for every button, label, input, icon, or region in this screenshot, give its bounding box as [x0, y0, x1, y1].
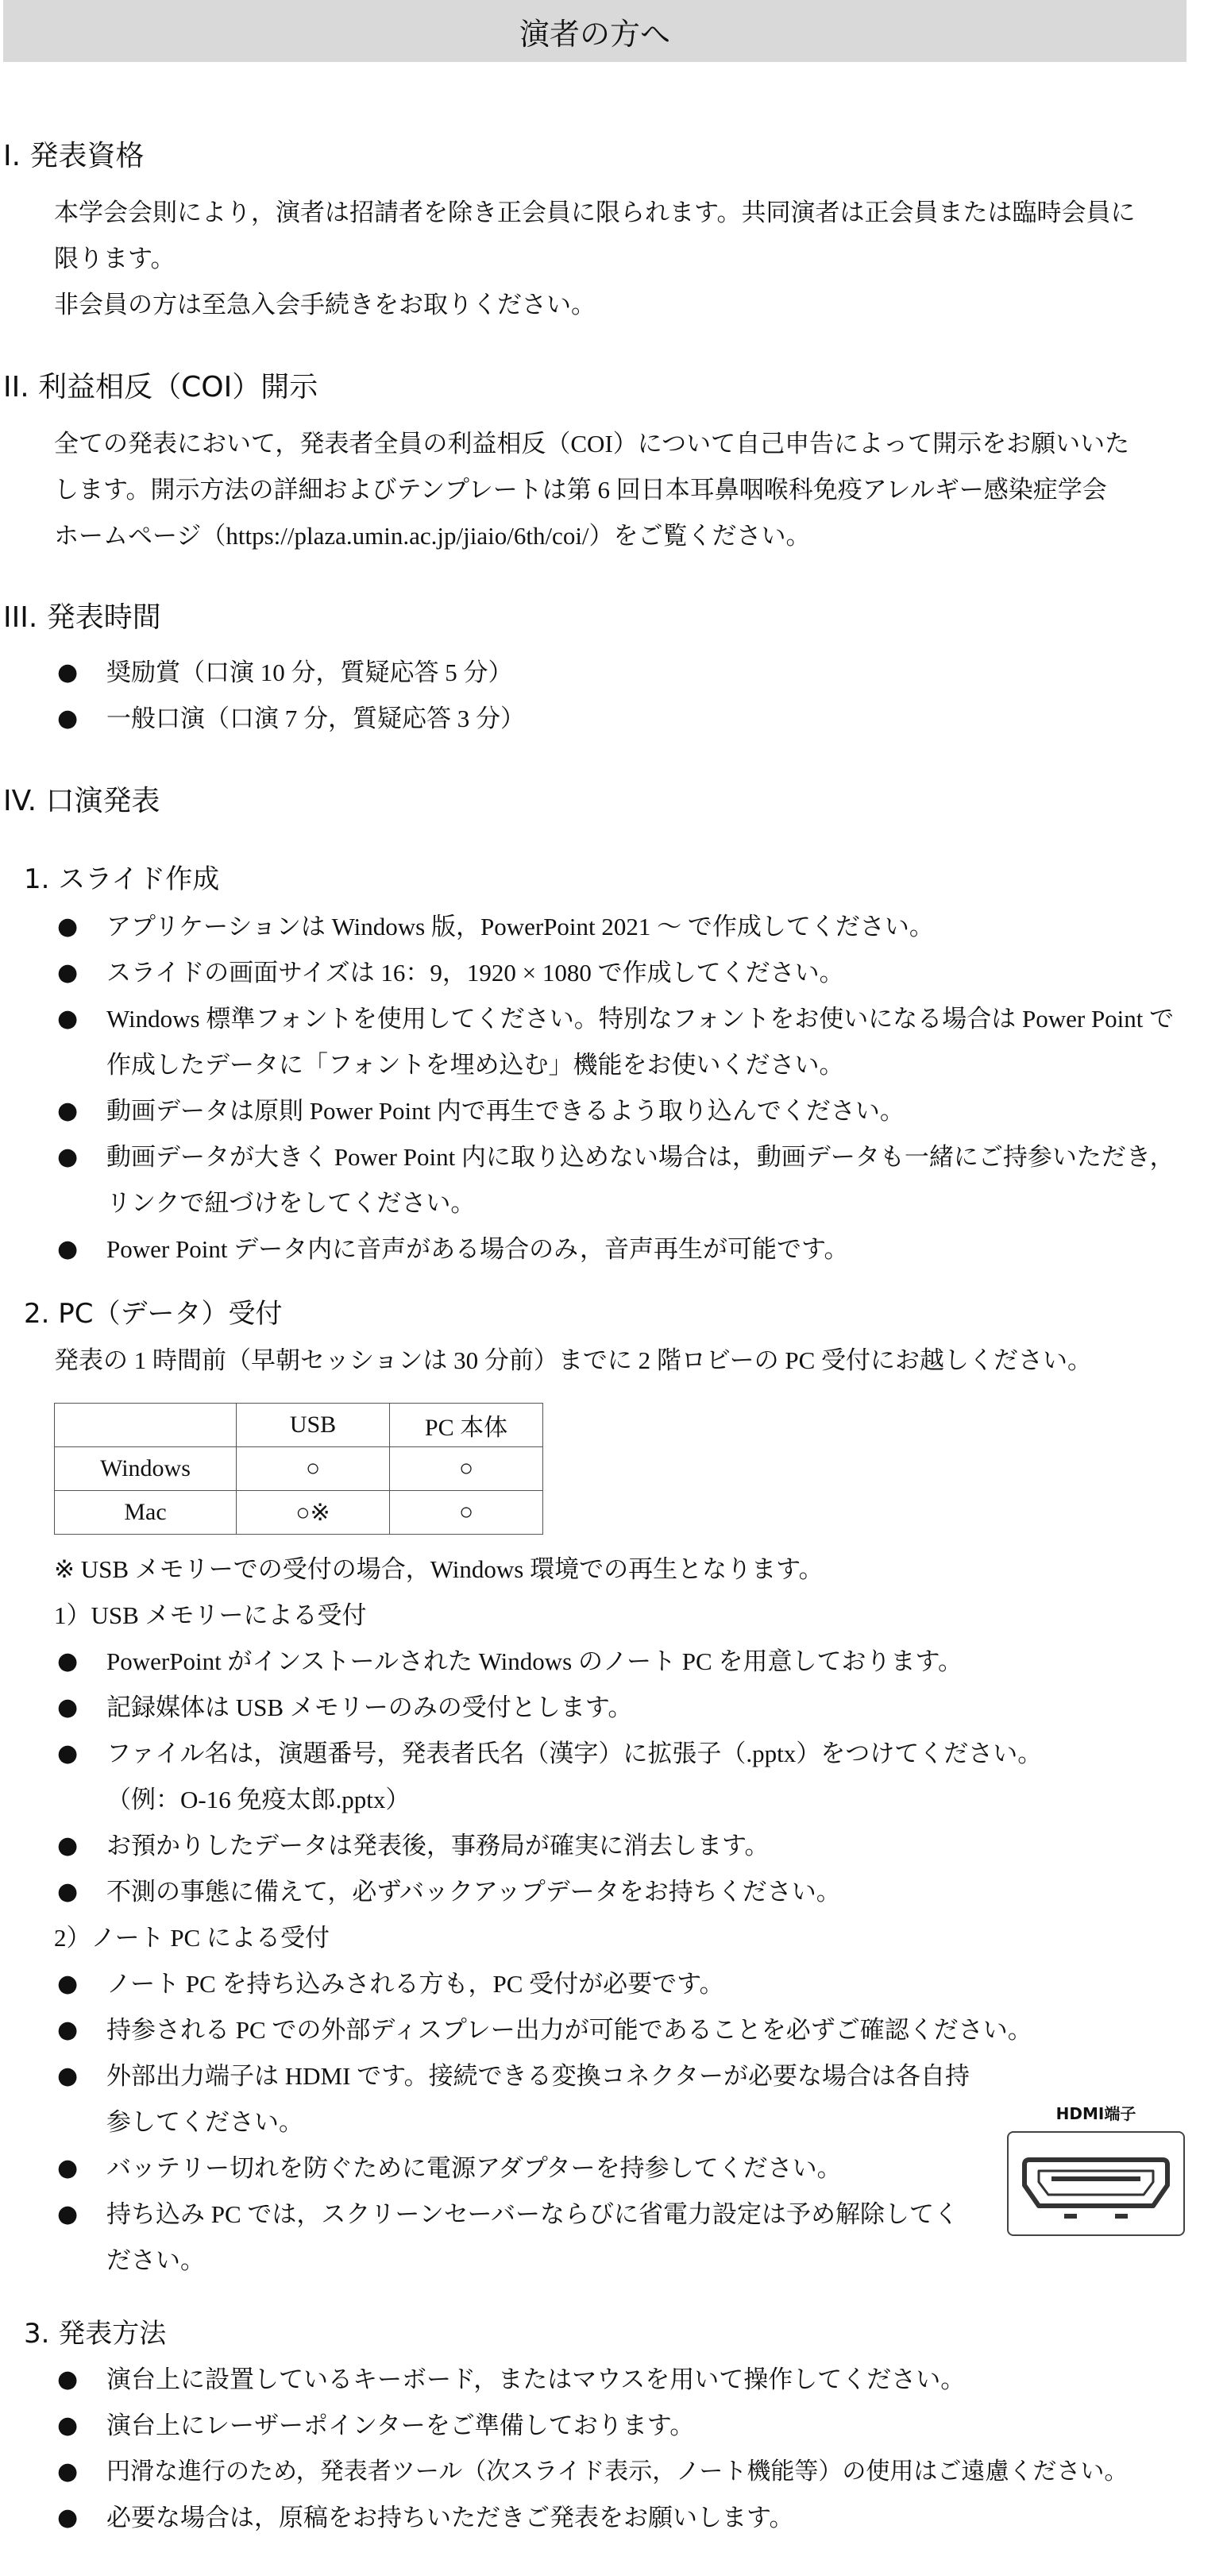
- hdmi-port-frame: [1007, 2131, 1185, 2236]
- hdmi-port-illustration: [1002, 2101, 1190, 2236]
- bullet-icon: ●: [57, 913, 79, 940]
- section-heading-time: III. 発表時間: [3, 601, 161, 634]
- bullet-icon: ●: [57, 1005, 79, 1033]
- bullet-icon: ●: [57, 1878, 79, 1906]
- list-item: ● 持参される PC での外部ディスプレー出力が可能であることを必ずご確認ください。: [57, 2007, 1185, 2053]
- bullet-icon: ●: [57, 2154, 79, 2182]
- notebook-subheading: 2）ノート PC による受付: [54, 1924, 330, 1952]
- page-title: 演者の方へ: [519, 16, 670, 52]
- bullet-icon: ●: [57, 1143, 79, 1171]
- bullet-icon: ●: [57, 2200, 79, 2228]
- list-item: ● ファイル名は，演題番号，発表者氏名（漢字）に拡張子（.pptx）をつけてください。: [57, 1731, 1185, 1777]
- paragraph-line: 非会員の方は至急入会手続きをお取りください。: [54, 291, 596, 319]
- table-cell: ○: [237, 1447, 390, 1491]
- bullet-icon: ●: [57, 1832, 79, 1860]
- paragraph-line: 限ります。: [54, 245, 176, 272]
- paragraph-line: ホームページ（https://plaza.umin.ac.jp/jiaio/6th/coi/）をご覧ください。: [54, 522, 811, 550]
- paragraph-line: します。開示方法の詳細およびテンプレートは第 6 回日本耳鼻咽喉科免疫アレルギー感染症学会: [54, 476, 1107, 504]
- list-item: ● 演台上に設置しているキーボード，またはマウスを用いて操作してください。: [57, 2357, 1201, 2403]
- list-item: ● 動画データが大きく Power Point 内に取り込めない場合は，動画データも一緒にご持参いただき，リンクで紐づけをしてください。: [57, 1134, 1185, 1226]
- usb-subheading: 1）USB メモリーによる受付: [54, 1601, 367, 1629]
- list-item: ● 外部出力端子は HDMI です。接続できる変換コネクターが必要な場合は各自持参してください。: [57, 2053, 978, 2145]
- bullet-icon: ●: [57, 2062, 79, 2090]
- list-item: ● Windows 標準フォントを使用してください。特別なフォントをお使いになる場合は Power Point で作成したデータに「フォントを埋め込む」機能をお使いください。: [57, 996, 1185, 1088]
- bullet-icon: ●: [57, 1097, 79, 1125]
- subsection-heading-presentation-method: 3. 発表方法: [24, 2318, 167, 2350]
- table-header-cell: [55, 1404, 237, 1447]
- list-item: ● 演台上にレーザーポインターをご準備しております。: [57, 2403, 1201, 2449]
- bullet-icon: ●: [57, 2366, 79, 2393]
- bullet-icon: ●: [57, 1970, 79, 1998]
- list-item: ● Power Point データ内に音声がある場合のみ，音声再生が可能です。: [57, 1226, 1185, 1273]
- list-item: ● 一般口演（口演 7 分，質疑応答 3 分）: [57, 696, 1185, 742]
- bullet-icon: ●: [57, 658, 79, 686]
- table-header-row: [55, 1404, 543, 1447]
- list-item: ● お預かりしたデータは発表後，事務局が確実に消去します。: [57, 1823, 1185, 1869]
- table-cell: ○※: [237, 1491, 390, 1535]
- list-item: ● 奨励賞（口演 10 分，質疑応答 5 分）: [57, 650, 1185, 696]
- table-cell: Mac: [55, 1491, 237, 1535]
- bullet-icon: ●: [57, 2412, 79, 2439]
- list-item: ● 必要な場合は，原稿をお持ちいただきご発表をお願いします。: [57, 2495, 1201, 2541]
- table-row: [55, 1491, 543, 1535]
- section-heading-eligibility: I. 発表資格: [3, 140, 145, 172]
- hdmi-label: HDMI端子: [1055, 2104, 1136, 2123]
- list-item: ● 動画データは原則 Power Point 内で再生できるよう取り込んでください。: [57, 1088, 1185, 1134]
- table-row: [55, 1447, 543, 1491]
- list-item: ● 持ち込み PC では，スクリーンセーバーならびに省電力設定は予め解除してください。: [57, 2192, 978, 2284]
- list-item: ● 不測の事態に備えて，必ずバックアップデータをお持ちください。: [57, 1869, 1185, 1915]
- bullet-icon: ●: [57, 1235, 79, 1263]
- bullet-icon: ●: [57, 1694, 79, 1721]
- bullet-icon: ●: [57, 959, 79, 987]
- table-cell: Windows: [55, 1447, 237, 1491]
- list-item: ● 記録媒体は USB メモリーのみの受付とします。: [57, 1685, 1185, 1731]
- list-item: ● 円滑な進行のため，発表者ツール（次スライド表示，ノート機能等）の使用はご遠慮ください。: [57, 2449, 1209, 2495]
- paragraph-line: 全ての発表において，発表者全員の利益相反（COI）について自己申告によって開示をお願いいた: [54, 430, 1130, 458]
- list-item: ● アプリケーションは Windows 版，PowerPoint 2021 〜 で作成してください。: [57, 904, 1185, 950]
- table-note: ※ USB メモリーでの受付の場合，Windows 環境での再生となります。: [54, 1555, 824, 1583]
- table-header-cell: PC 本体: [390, 1404, 543, 1447]
- list-item: ● バッテリー切れを防ぐために電源アダプターを持参してください。: [57, 2145, 978, 2192]
- subsection-heading-slides: 1. スライド作成: [24, 863, 220, 895]
- paragraph-line: 本学会会則により，演者は招請者を除き正会員に限られます。共同演者は正会員または臨時会員に: [54, 199, 1136, 226]
- list-item: ● ノート PC を持ち込みされる方も，PC 受付が必要です。: [57, 1961, 1185, 2007]
- bullet-icon: ●: [57, 2458, 79, 2485]
- section-heading-coi: II. 利益相反（COI）開示: [3, 371, 318, 404]
- title-bar: [3, 0, 1186, 62]
- table-cell: ○: [390, 1491, 543, 1535]
- bullet-icon: ●: [57, 2016, 79, 2044]
- list-item: ● スライドの画面サイズは 16：9，1920 × 1080 で作成してください。: [57, 950, 1185, 996]
- table-header-cell: USB: [237, 1404, 390, 1447]
- table-cell: ○: [390, 1447, 543, 1491]
- bullet-icon: ●: [57, 1647, 79, 1675]
- section-heading-oral: IV. 口演発表: [3, 785, 160, 817]
- hdmi-port-icon: [1009, 2133, 1183, 2234]
- filename-example: （例：O-16 免疫太郎.pptx）: [106, 1786, 411, 1813]
- bullet-icon: ●: [57, 2504, 79, 2532]
- list-item: ● PowerPoint がインストールされた Windows のノート PC を用意しております。: [57, 1639, 1185, 1685]
- bullet-icon: ●: [57, 1740, 79, 1767]
- subsection-heading-pc-reception: 2. PC（データ）受付: [24, 1298, 283, 1330]
- bullet-icon: ●: [57, 705, 79, 732]
- paragraph-line: 発表の 1 時間前（早朝セッションは 30 分前）までに 2 階ロビーの PC 受付にお越しください。: [54, 1346, 1093, 1374]
- pc-support-table: [54, 1403, 543, 1535]
